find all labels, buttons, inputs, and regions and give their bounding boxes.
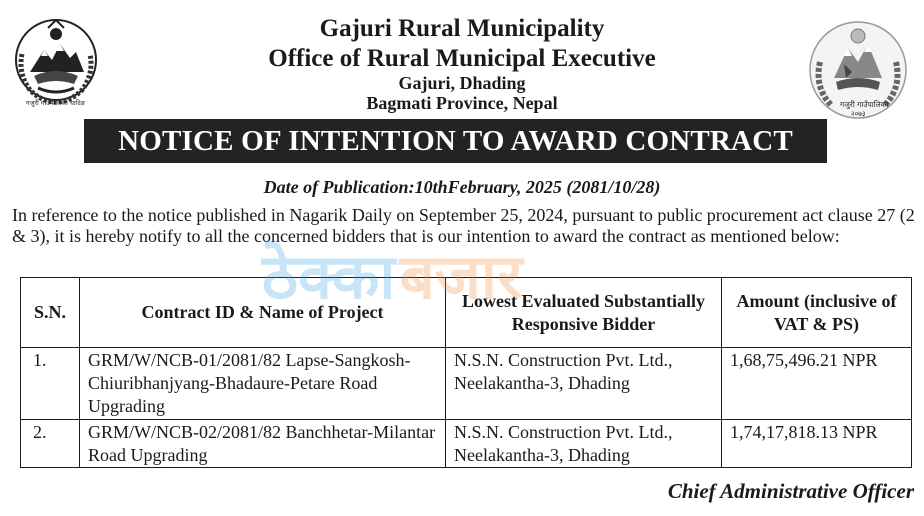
municipality-name: Gajuri Rural Municipality (319, 15, 605, 42)
cell-sn: 2. (21, 420, 80, 468)
cell-sn: 1. (21, 348, 80, 420)
cell-bidder: N.S.N. Construction Pvt. Ltd., Neelakantha-3, Dhading (446, 348, 722, 420)
office-location: Gajuri, Dhading (398, 73, 526, 93)
table-row (21, 348, 912, 420)
cell-amount: 1,68,75,496.21 NPR (722, 348, 912, 420)
table-row (21, 420, 912, 468)
signature-title: Chief Administrative Officer (667, 479, 914, 503)
cell-contract: GRM/W/NCB-02/2081/82 Banchhetar-Milantar Road Upgrading (80, 420, 446, 468)
cell-contract: GRM/W/NCB-01/2081/82 Lapse-Sangkosh-Chiuribhanjyang-Bhadaure-Petare Road Upgrading (80, 348, 446, 420)
emblem-right-caption: गजुरी गाउँपालिका (840, 100, 889, 109)
emblem-right-year: २०७३ (851, 110, 866, 118)
watermark-part-1: ठेक्का (262, 240, 396, 313)
office-name: Office of Rural Municipal Executive (268, 45, 656, 72)
table-header-row (21, 278, 912, 348)
publication-date: Date of Publication:10thFebruary, 2025 (2081/10/28) (263, 177, 661, 197)
emblem-left-caption: गजुरी गाउँपालिका धादिङ (26, 99, 85, 107)
col-header-contract: Contract ID & Name of Project (80, 278, 446, 348)
cell-bidder: N.S.N. Construction Pvt. Ltd., Neelakantha-3, Dhading (446, 420, 722, 468)
notice-intro-paragraph: In reference to the notice published in Nagarik Daily on September 25, 2024, pursuant to public procurement act clause 27 (2 & 3), it is hereby notify to all the concerned bidders that is our intention to award the contract as mentioned below: (12, 205, 915, 246)
notice-title: NOTICE OF INTENTION TO AWARD CONTRACT (84, 119, 827, 163)
col-header-bidder: Lowest Evaluated Substantially Responsive Bidder (446, 278, 722, 348)
cell-amount: 1,74,17,818.13 NPR (722, 420, 912, 468)
watermark-part-2: बजार (399, 240, 523, 313)
award-table (20, 277, 912, 468)
col-header-amount: Amount (inclusive of VAT & PS) (722, 278, 912, 348)
office-province: Bagmati Province, Nepal (366, 93, 558, 113)
col-header-sn: S.N. (21, 278, 80, 348)
